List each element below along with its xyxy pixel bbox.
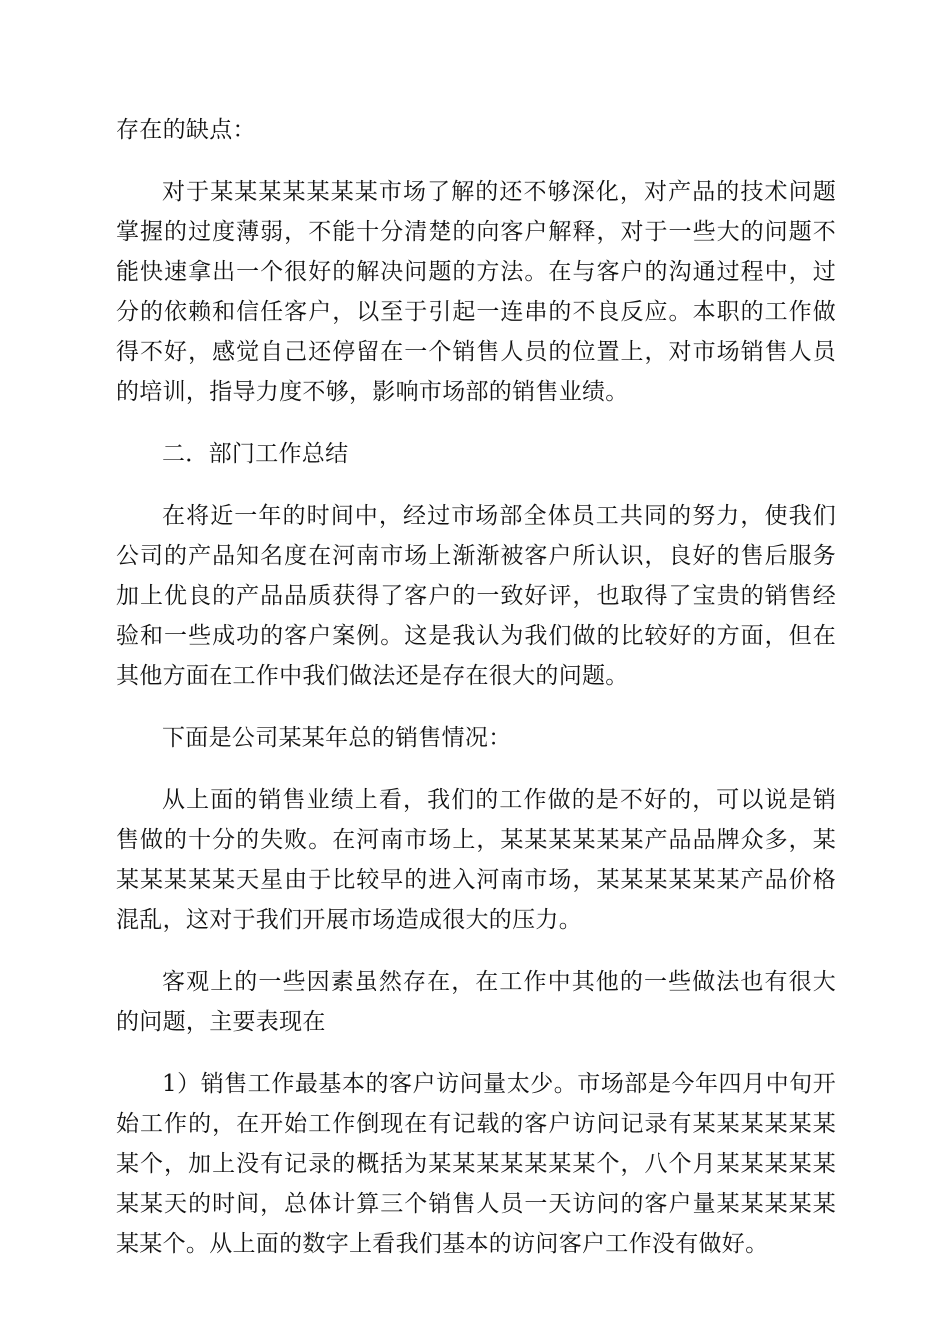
paragraph-shortcomings-heading: 存在的缺点：: [116, 117, 256, 143]
document-body: [116, 110, 836, 1286]
paragraph-sales-intro: 下面是公司某某年总的销售情况：: [162, 725, 512, 751]
paragraph-problem-1: 1）销售工作最基本的客户访问量太少。市场部是今年四月中旬开始工作的，在开始工作倒现在有记载的客户访问记录有某某某某某某某个，加上没有记录的概括为某某某某某某某个，八个月某某某某某某某天的时间，总体计算三个销售人员一天访问的客户量某某某某某某某个。从上面的数字上看我们基本的访问客户工作没有做好。: [116, 1071, 836, 1257]
paragraph-sales-analysis: 从上面的销售业绩上看，我们的工作做的是不好的，可以说是销售做的十分的失败。在河南市场上，某某某某某某产品品牌众多，某某某某某某天星由于比较早的进入河南市场，某某某某某某产品价格混乱，这对于我们开展市场造成很大的压力。: [116, 787, 836, 933]
paragraph-problems-intro: 客观上的一些因素虽然存在，在工作中其他的一些做法也有很大的问题，主要表现在: [116, 969, 836, 1035]
paragraph-shortcomings-detail: 对于某某某某某某某市场了解的还不够深化，对产品的技术问题掌握的过度薄弱，不能十分清楚的向客户解释，对于一些大的问题不能快速拿出一个很好的解决问题的方法。在与客户的沟通过程中，过分的依赖和信任客户，以至于引起一连串的不良反应。本职的工作做得不好，感觉自己还停留在一个销售人员的位置上，对市场销售人员的培训，指导力度不够，影响市场部的销售业绩。: [116, 179, 836, 405]
paragraph-year-summary: 在将近一年的时间中，经过市场部全体员工共同的努力，使我们公司的产品知名度在河南市场上渐渐被客户所认识，良好的售后服务加上优良的产品品质获得了客户的一致好评，也取得了宝贵的销售经验和一些成功的客户案例。这是我认为我们做的比较好的方面，但在其他方面在工作中我们做法还是存在很大的问题。: [116, 503, 836, 689]
section-heading-department-summary: 二．部门工作总结: [162, 441, 349, 467]
